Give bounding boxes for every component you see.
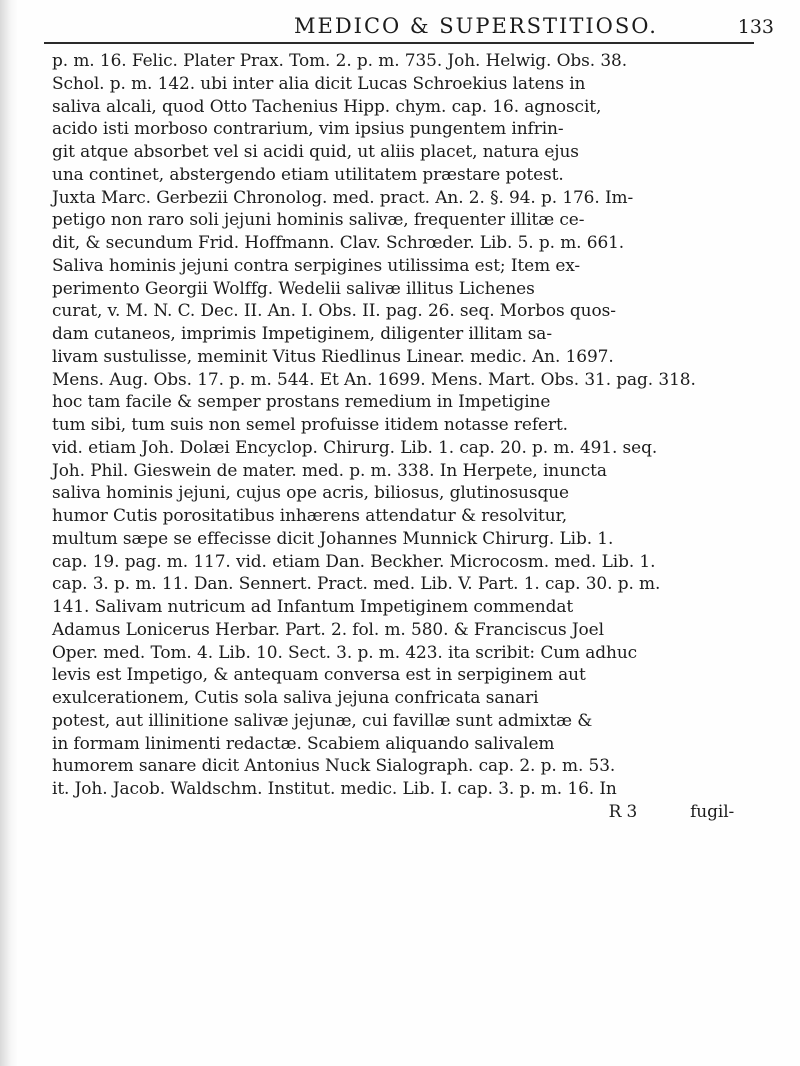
text-line: humor Cutis porositatibus inhærens attendatur & resolvitur, bbox=[52, 506, 567, 526]
text-line: git atque absorbet vel si acidi quid, ut aliis placet, natura ejus bbox=[52, 142, 579, 162]
text-line: cap. 3. p. m. 11. Dan. Sennert. Pract. med. Lib. V. Part. 1. cap. 30. p. m. bbox=[52, 574, 661, 595]
text-line: Juxta Marc. Gerbezii Chronolog. med. pract. An. 2. §. 94. p. 176. Im- bbox=[52, 187, 634, 208]
text-line: Adamus Lonicerus Herbar. Part. 2. fol. m. 580. & Franciscus Joel bbox=[52, 619, 604, 640]
text-line: perimento Georgii Wolffg. Wedelii salivæ illitus Lichenes bbox=[52, 278, 535, 299]
text-line: dit, & secundum Frid. Hoffmann. Clav. Schrœder. Lib. 5. p. m. 661. bbox=[52, 233, 625, 253]
header-rule bbox=[44, 42, 754, 44]
text-line: Joh. Phil. Gieswein de mater. med. p. m. 338. In Herpete, inuncta bbox=[52, 460, 607, 481]
text-line: saliva alcali, quod Otto Tachenius Hipp. chym. cap. 16. agnoscit, bbox=[52, 96, 602, 117]
text-line: Mens. Aug. Obs. 17. p. m. 544. Et An. 1699. Mens. Mart. Obs. 31. pag. 318. bbox=[52, 369, 696, 390]
signature-catchword-line: R 3 fugil- bbox=[608, 801, 735, 822]
text-line: hoc tam facile & semper prostans remedium in Impetigine bbox=[52, 392, 551, 413]
text-line: levis est Impetigo, & antequam conversa est in serpiginem aut bbox=[52, 665, 586, 686]
text-line: livam sustulisse, meminit Vitus Riedlinus Linear. medic. An. 1697. bbox=[52, 346, 614, 367]
text-line: p. m. 16. Felic. Plater Prax. Tom. 2. p. m. 735. Joh. Helwig. Obs. 38. bbox=[52, 51, 628, 71]
text-line: multum sæpe se effecisse dicit Johannes Munnick Chirurg. Lib. 1. bbox=[52, 528, 614, 549]
running-head: MEDICO & SUPERSTITIOSO. bbox=[294, 14, 658, 38]
text-line: it. Joh. Jacob. Waldschm. Institut. medic. Lib. I. cap. 3. p. m. 16. In bbox=[52, 779, 617, 799]
text-line: humorem sanare dicit Antonius Nuck Sialograph. cap. 2. p. m. 53. bbox=[52, 756, 616, 777]
body-text bbox=[52, 50, 782, 824]
text-line: una continet, abstergendo etiam utilitatem præstare potest. bbox=[52, 164, 564, 185]
text-line: petigo non raro soli jejuni hominis salivæ, frequenter illitæ ce- bbox=[52, 210, 585, 231]
text-line: vid. etiam Joh. Dolæi Encyclop. Chirurg. Lib. 1. cap. 20. p. m. 491. seq. bbox=[52, 437, 658, 458]
text-line: potest, aut illinitione salivæ jejunæ, cui favillæ sunt admixtæ & bbox=[52, 710, 593, 731]
text-line: Oper. med. Tom. 4. Lib. 10. Sect. 3. p. m. 423. ita scribit: Cum adhuc bbox=[52, 642, 638, 663]
text-line: 141. Salivam nutricum ad Infantum Impetiginem commendat bbox=[52, 597, 574, 617]
text-line: in formam linimenti redactæ. Scabiem aliquando salivalem bbox=[52, 733, 555, 754]
text-line: exulcerationem, Cutis sola saliva jejuna confricata sanari bbox=[52, 688, 539, 708]
text-line: cap. 19. pag. m. 117. vid. etiam Dan. Beckher. Microcosm. med. Lib. 1. bbox=[52, 551, 656, 572]
text-line: tum sibi, tum suis non semel profuisse itidem notasse refert. bbox=[52, 415, 568, 435]
text-line: Schol. p. m. 142. ubi inter alia dicit Lucas Schroekius latens in bbox=[52, 73, 586, 94]
text-line: dam cutaneos, imprimis Impetiginem, diligenter illitam sa- bbox=[52, 324, 552, 344]
text-line: Saliva hominis jejuni contra serpigines utilissima est; Item ex- bbox=[52, 255, 581, 276]
text-line: curat, v. M. N. C. Dec. II. An. I. Obs. II. pag. 26. seq. Morbos quos- bbox=[52, 301, 616, 322]
page-edge-shadow bbox=[0, 0, 18, 1066]
page-header bbox=[26, 0, 796, 44]
text-line: acido isti morboso contrarium, vim ipsius pungentem infrin- bbox=[52, 119, 564, 140]
text-line: saliva hominis jejuni, cujus ope acris, biliosus, glutinosusque bbox=[52, 483, 569, 504]
page-number: 133 bbox=[737, 16, 774, 38]
